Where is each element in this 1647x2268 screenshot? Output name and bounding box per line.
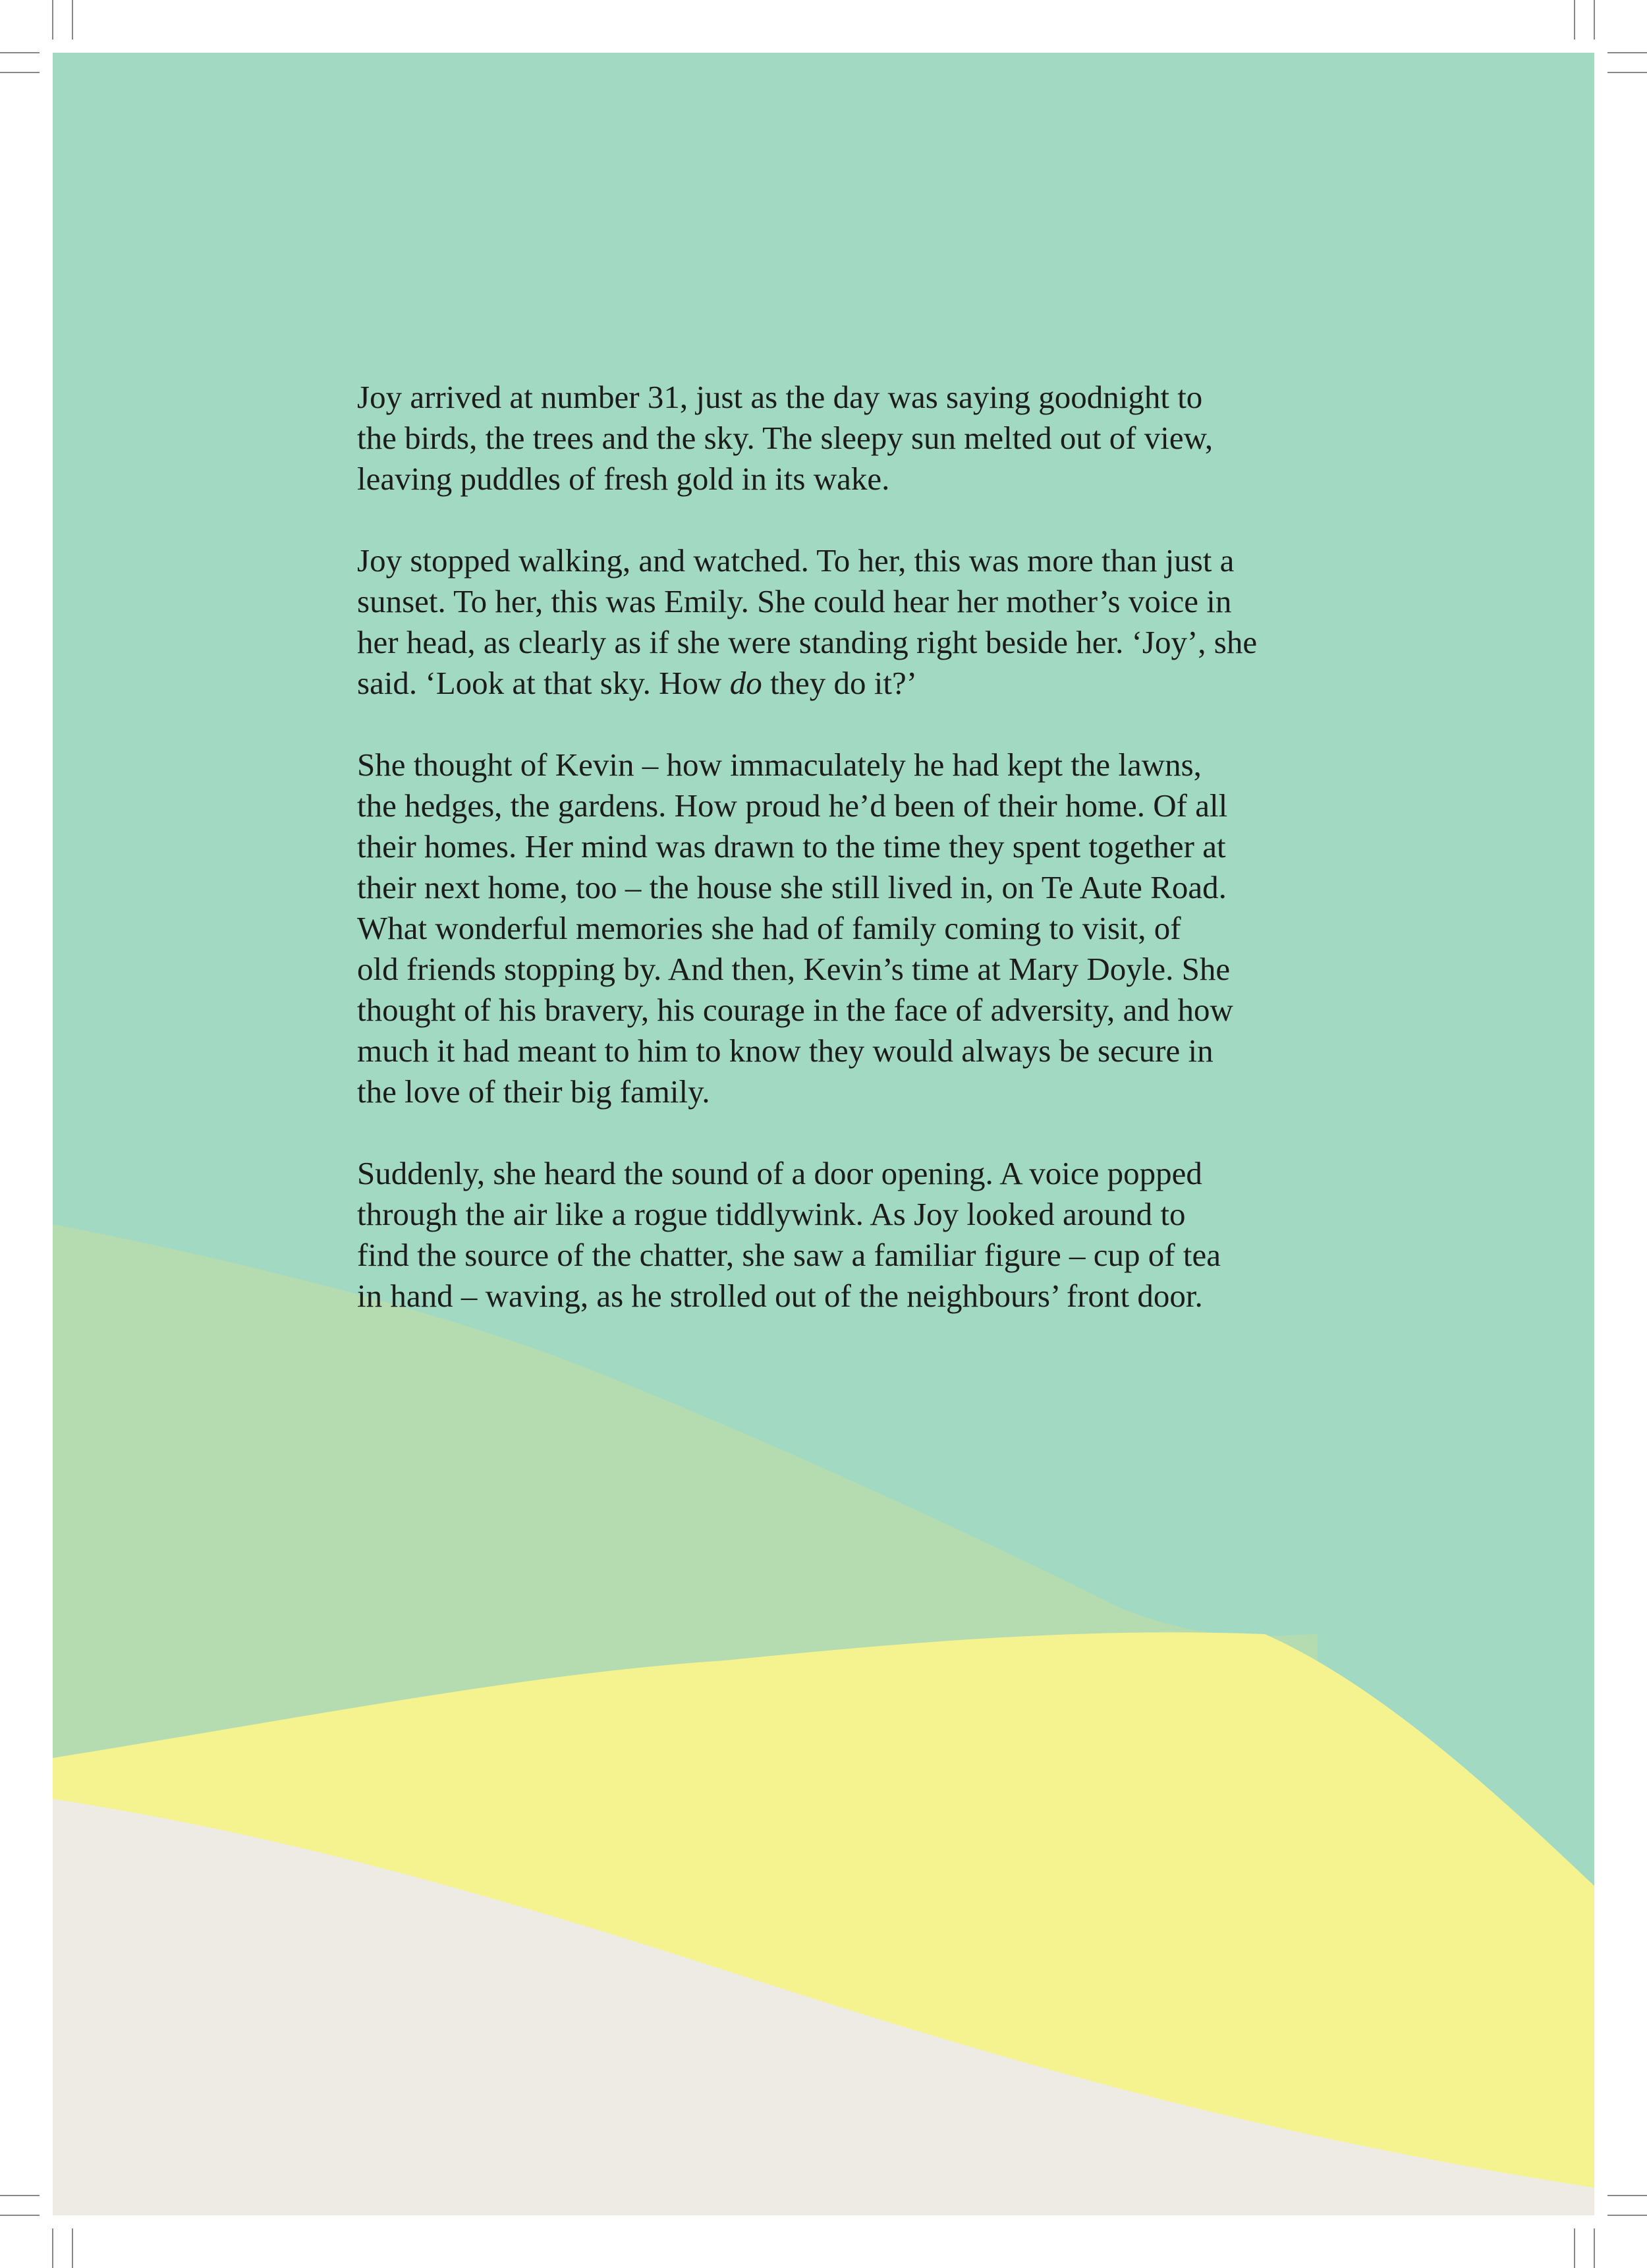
text-line: Joy arrived at number 31, just as the day was saying goodnight to (357, 379, 1203, 415)
text-line: old friends stopping by. And then, Kevin’s time at Mary Doyle. She (357, 951, 1231, 987)
text-line: much it had meant to him to know they would always be secure in (357, 1033, 1214, 1069)
text-line: What wonderful memories she had of family coming to visit, of (357, 910, 1181, 946)
text-line: their homes. Her mind was drawn to the time they spent together at (357, 828, 1226, 865)
text-line: the love of their big family. (357, 1073, 710, 1110)
paragraph-3 (357, 745, 1306, 1112)
text-line: thought of his bravery, his courage in the face of adversity, and how (357, 992, 1233, 1028)
text-line: leaving puddles of fresh gold in its wake. (357, 461, 890, 497)
text-line: find the source of the chatter, she saw a familiar figure – cup of tea (357, 1237, 1221, 1273)
text-line: Joy stopped walking, and watched. To her, this was more than just a (357, 542, 1235, 579)
story-text (357, 377, 1306, 1357)
text-line (357, 663, 1306, 704)
text-line: in hand – waving, as he strolled out of the neighbours’ front door. (357, 1278, 1203, 1314)
text-line: through the air like a rogue tiddlywink. As Joy looked around to (357, 1196, 1186, 1232)
text-fragment: they do it?’ (762, 665, 918, 701)
text-line: She thought of Kevin – how immaculately he had kept the lawns, (357, 747, 1202, 783)
paragraph-2 (357, 540, 1306, 704)
paragraph-4 (357, 1153, 1306, 1317)
text-line: Suddenly, she heard the sound of a door opening. A voice popped (357, 1155, 1202, 1191)
text-line: the hedges, the gardens. How proud he’d been of their home. Of all (357, 787, 1228, 824)
text-line: her head, as clearly as if she were standing right beside her. ‘Joy’, she (357, 624, 1258, 660)
text-line: sunset. To her, this was Emily. She could hear her mother’s voice in (357, 583, 1232, 619)
emphasis: do (729, 665, 762, 701)
paragraph-1 (357, 377, 1306, 499)
text-line: the birds, the trees and the sky. The sleepy sun melted out of view, (357, 420, 1214, 456)
text-line: their next home, too – the house she still lived in, on Te Aute Road. (357, 869, 1227, 905)
text-fragment: said. ‘Look at that sky. How (357, 665, 730, 701)
